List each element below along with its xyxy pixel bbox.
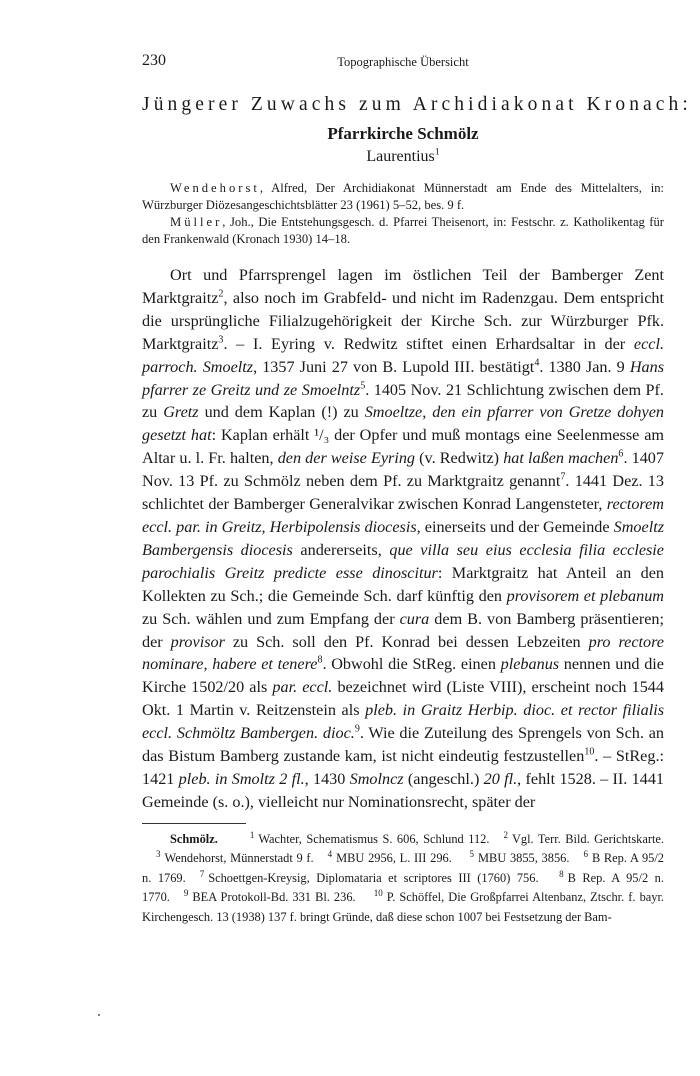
patron-saint <box>142 148 664 166</box>
footnote-ref: 2 <box>218 288 224 300</box>
bibliography-entry <box>142 214 664 248</box>
bibliography <box>142 180 664 248</box>
footnote-item: $^{10}$ P. Schöffel, Die Großpfarrei Altenbanz, Ztschr. f. bayr. Kirchengesch. 13 (1938) 137 f. bringt Gründe, daß diese schon 1007 bei Festsetzung der Bam- <box>142 888 664 924</box>
section-heading: Jüngerer Zuwachs zum Archidiakonat Kronach: <box>142 94 692 115</box>
bib-details: , Alfred, Der Archidiakonat Münnerstadt am Ende des Mittelalters, in: Würzburger Diözesangeschichtsblätter 23 (1961) 5–52, bes. 9 f. <box>142 181 664 212</box>
page-number: 230 <box>142 52 166 69</box>
footnote-divider <box>142 823 246 824</box>
footnote-item: $^8$ B Rep. A 95/2 n. 1770. <box>142 868 664 905</box>
scan-speck <box>98 1014 100 1016</box>
footnote-ref: 7 <box>560 471 566 483</box>
footnote-ref: 4 <box>534 357 540 369</box>
footnote-item: $^6$ B Rep. A 95/2 n. 1769. <box>142 849 664 885</box>
bib-details: , Joh., Die Entstehungsgesch. d. Pfarrei Theisenort, in: Festschr. z. Katholikentag für den Frankenwald (Kronach 1930) 14–18. <box>142 215 664 246</box>
footnote-item: $^4$ MBU 2956, L. III 296. <box>327 849 452 866</box>
bib-author: Wendehorst <box>170 181 260 195</box>
patron-name: Laurentius <box>366 148 435 165</box>
footnote-ref: 10 <box>584 746 595 758</box>
bib-author: Müller <box>170 215 223 229</box>
footnote-item: $^7$ Schoettgen-Kreysig, Diplomataria et scriptores III (1760) 756. <box>199 868 539 885</box>
footnote-item: $^1$ Wachter, Schematismus S. 606, Schlund 112. <box>249 829 490 846</box>
footnote-item: $^5$ MBU 3855, 3856. <box>469 849 570 866</box>
footnote-ref: 3 <box>218 334 224 346</box>
body-paragraph: Ort und Pfarrsprengel lagen im östlichen Teil der Bamberger Zent Marktgraitz$^2$, also noch im Grabfeld- und nicht im Radenzgau. Dem entspricht die ursprüngliche Filialzugehörigkeit der Kirche Sch. zur Würzburger Pfk. Marktgraitz$^3$. – I. Eyring v. Redwitz stiftet einen Erhardsaltar in der eccl. parroch. Smoeltz, 1357 Juni 27 von B. Lupold III. bestätigt$^4$. 1380 Jan. 9 Hans pfarrer ze Greitz und ze Smoelntz$^5$. 1405 Nov. 21 Schlichtung zwischen dem Pf. zu Gretz und dem Kaplan (!) zu Smoeltze, den ein pfarrer von Gretze dohyen gesetzt hat: Kaplan erhält ¹/₃ der Opfer und muß montags eine Seelenmesse am Altar u. l. Fr. halten, den der weise Eyring (v. Redwitz) hat laßen machen$^6$. 1407 Nov. 13 Pf. zu Schmölz neben dem Pf. zu Marktgraitz genannt$^7$. 1441 Dez. 13 schlichtet der Bamberger Generalvikar zwischen Konrad Langensteter, rectorem eccl. par. in Greitz, Herbipolensis diocesis, einerseits und der Gemeinde Smoeltz Bambergensis diocesis andererseits, que villa seu eius ecclesia filia ecclesie parochialis Greitz predicte esse dinoscitur: Marktgraitz hat Anteil an den Kollekten zu Sch.; die Gemeinde Sch. darf künftig den provisorem et plebanum zu Sch. wählen und zum Empfang der cura dem B. von Bamberg präsentieren; der provisor zu Sch. soll den Pf. Konrad bei dessen Lebzeiten pro rectore nominare, habere et tenere$^8$. Obwohl die StReg. einen plebanus nennen und die Kirche 1502/20 als par. eccl. bezeichnet wird (Liste VIII), erscheint noch 1544 Okt. 1 Martin v. Reitzenstein als pleb. in Graitz Herbip. dioc. et rector filialis eccl. Schmöltz Bambergen. dioc.$^9$. Wie die Zuteilung des Sprengels von Sch. an das Bistum Bamberg zustande kam, ist nicht eindeutig festzustellen$^{10}$. – StReg.: 1421 pleb. in Smoltz 2 fl., 1430 Smolncz (angeschl.) 20 fl., fehlt 1528. – II. 1441 Gemeinde (s. o.), vielleicht nur Nominationsrecht, später der <box>142 266 665 811</box>
footnote-ref: 6 <box>618 448 624 460</box>
footnote-ref: 5 <box>360 380 366 392</box>
footnote-item: $^9$ BEA Protokoll-Bd. 331 Bl. 236. <box>183 888 356 905</box>
footnote-item: $^3$ Wendehorst, Münnerstadt 9 f. <box>156 849 314 866</box>
body-text <box>142 264 664 814</box>
running-head <box>142 52 664 74</box>
footnotes <box>142 830 664 927</box>
church-name: Pfarrkirche Schmölz <box>327 124 479 143</box>
footnote-ref: 1 <box>434 146 440 158</box>
footnote-ref: 9 <box>354 723 360 735</box>
footnote-ref: 8 <box>317 655 323 667</box>
footnote-item: $^2$ Vgl. Terr. Bild. Gerichtskarte. <box>503 829 664 846</box>
running-title: Topographische Übersicht <box>337 55 469 69</box>
bibliography-entry <box>142 180 664 214</box>
footnote-label: Schmölz. <box>170 832 218 846</box>
